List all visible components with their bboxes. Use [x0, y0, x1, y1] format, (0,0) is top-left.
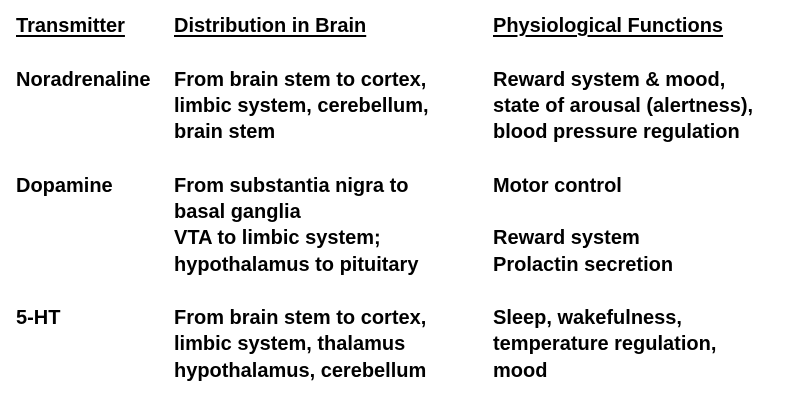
distribution-line: brain stem	[174, 121, 276, 143]
distribution-line: limbic system, thalamus	[174, 333, 406, 355]
function-line: Prolactin secretion	[493, 254, 674, 276]
function-line: Reward system	[493, 227, 640, 249]
distribution-line: limbic system, cerebellum,	[174, 95, 429, 117]
distribution-line: hypothalamus to pituitary	[174, 254, 419, 276]
distribution-line: From brain stem to cortex,	[174, 307, 427, 329]
function-line: Motor control	[493, 175, 622, 197]
transmitter-noradrenaline: Noradrenaline	[16, 69, 151, 91]
function-line: Sleep, wakefulness,	[493, 307, 682, 329]
distribution-line: hypothalamus, cerebellum	[174, 360, 427, 382]
header-transmitter: Transmitter	[16, 15, 125, 37]
function-line: state of arousal (alertness),	[493, 95, 754, 117]
transmitter-5ht: 5-HT	[16, 307, 61, 329]
header-distribution: Distribution in Brain	[174, 15, 367, 37]
distribution-line: From brain stem to cortex,	[174, 69, 427, 91]
distribution-line: From substantia nigra to	[174, 175, 409, 197]
function-line: Reward system & mood,	[493, 69, 726, 91]
function-line: temperature regulation,	[493, 333, 717, 355]
distribution-line: VTA to limbic system;	[174, 227, 381, 249]
header-functions: Physiological Functions	[493, 15, 724, 37]
function-line: mood	[493, 360, 548, 382]
distribution-line: basal ganglia	[174, 201, 301, 223]
transmitter-dopamine: Dopamine	[16, 175, 113, 197]
function-line: blood pressure regulation	[493, 121, 740, 143]
